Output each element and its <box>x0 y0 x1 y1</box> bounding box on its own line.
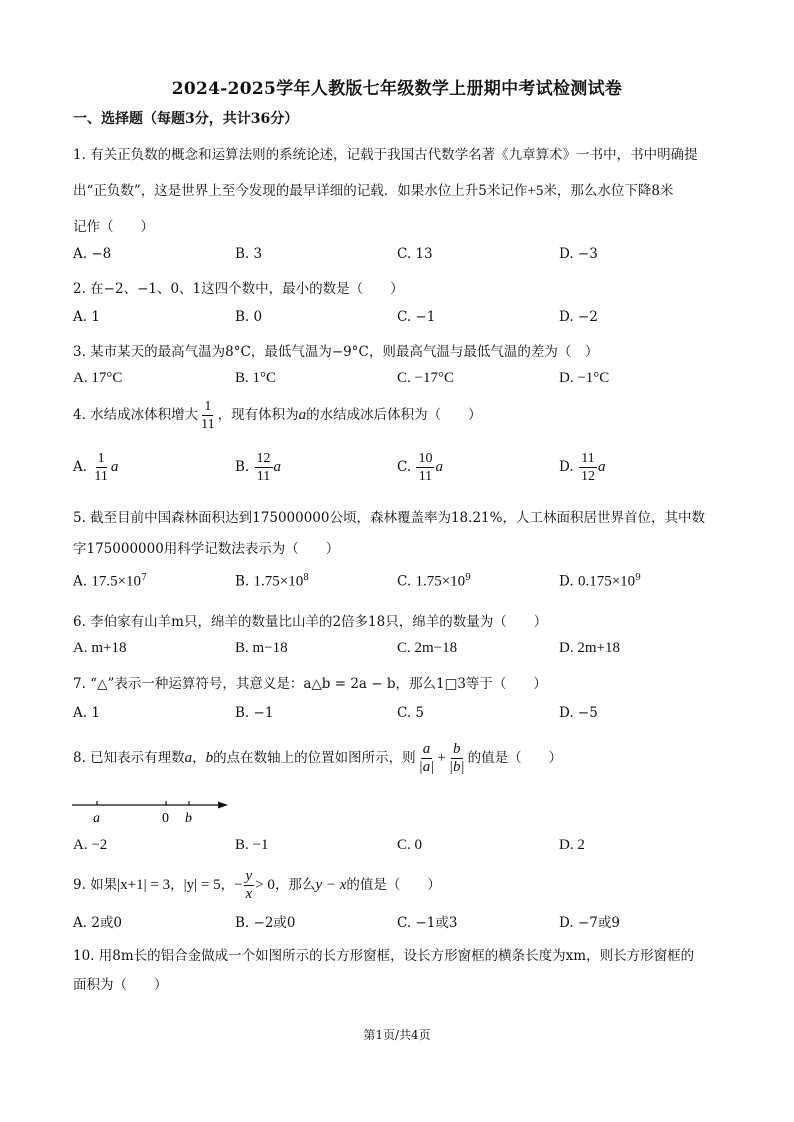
q10-line2: 面积为（ ） <box>73 977 168 993</box>
q1-option-b[interactable]: B. 3 <box>235 246 263 262</box>
q9-option-c[interactable]: C. −1或3 <box>397 915 458 931</box>
exam-title: 2024-2025学年人教版七年级数学上册期中考试检测试卷 <box>171 79 623 99</box>
q8-stem-text2: 的点在数轴上的位置如图所示，则 <box>213 750 416 766</box>
q4-stem-text: 4. 水结成冰体积增大 <box>73 407 199 423</box>
q9-sep: ， <box>220 877 235 893</box>
section-heading: 一、选择题（每题3分，共计36分） <box>73 111 299 127</box>
q5-option-c[interactable] <box>397 573 471 591</box>
option-base: 0.175×10 <box>577 573 636 590</box>
option-fraction <box>579 450 597 485</box>
option-label: B. <box>235 459 250 475</box>
q8-option-b[interactable]: B. −1 <box>235 837 269 853</box>
q1-line1: 1. 有关正负数的概念和运算法则的系统论述，记载于我国古代数学名著《九章算术》一书中，书中明确提 <box>73 147 698 163</box>
q2-option-d[interactable]: D. −2 <box>559 309 598 325</box>
option-exponent: 8 <box>303 573 309 583</box>
q8-stem <box>73 741 723 776</box>
number-line-figure <box>72 796 242 826</box>
option-label: A. <box>73 573 88 590</box>
q1-option-a[interactable]: A. −8 <box>73 246 112 262</box>
q3-option-d[interactable]: D. −1°C <box>559 370 610 386</box>
q2-option-b[interactable]: B. 0 <box>235 309 263 325</box>
fraction-numerator: y <box>245 868 253 884</box>
q1-line2-text: 出“正负数”，这是世界上至今发现的最早详细的记载．如果水位上升5米记作 <box>73 183 528 199</box>
q6-option-d[interactable]: D. 2m+18 <box>559 640 620 656</box>
fraction-numerator: 10 <box>418 451 433 466</box>
option-label: D. <box>559 573 574 590</box>
fraction-numerator: a <box>422 741 431 757</box>
q4-stem <box>73 398 723 433</box>
q2-option-c[interactable]: C. −1 <box>397 309 436 325</box>
option-exponent: 7 <box>141 573 147 583</box>
q9-stem <box>73 868 723 903</box>
q8-fraction-b <box>447 741 467 776</box>
option-var: a <box>597 459 606 475</box>
q9-option-d[interactable]: D. −7或9 <box>559 915 620 931</box>
q4-option-a[interactable] <box>73 450 118 485</box>
q4-stem-text2: ，现有体积为 <box>217 407 299 423</box>
q9-abs-x: |x+1| = 3 <box>117 877 171 893</box>
fraction-denominator: 12 <box>580 469 595 484</box>
q5-option-b[interactable] <box>235 573 309 591</box>
q4-option-d[interactable] <box>559 450 605 485</box>
q4-var-a: a <box>298 407 307 423</box>
option-label: C. <box>397 573 412 590</box>
fraction-denominator: 11 <box>94 469 108 484</box>
option-var: a <box>435 459 443 475</box>
option-label: C. <box>397 459 412 475</box>
q8-stem-text: 8. 已知表示有理数 <box>73 750 185 766</box>
q6-option-c[interactable]: C. 2m−18 <box>397 640 458 656</box>
q7-option-b[interactable]: B. −1 <box>235 705 274 721</box>
q4-option-b[interactable] <box>235 450 281 485</box>
option-var: a <box>273 459 282 475</box>
page-footer: 第1页/共4页 <box>363 1028 431 1042</box>
option-base: 1.75×10 <box>253 573 304 590</box>
q9-sep: ， <box>170 877 184 893</box>
fraction-numerator: b <box>453 741 461 757</box>
q9-stem-text: 9. 如果 <box>73 877 118 893</box>
q6-stem: 6. 李伯家有山羊m只，绵羊的数量比山羊的2倍多18只，绵羊的数量为（ ） <box>73 614 548 630</box>
q3-option-c[interactable]: C. −17°C <box>397 370 454 386</box>
q7-option-c[interactable]: C. 5 <box>397 705 425 721</box>
number-line-arrow-icon <box>218 802 228 809</box>
q4-stem-fraction <box>199 398 216 433</box>
option-fraction <box>416 450 434 485</box>
q9-expr: y − x <box>315 877 347 893</box>
q1-option-d[interactable]: D. −3 <box>559 246 598 262</box>
q2-stem: 2. 在−2、−1、0、1这四个数中，最小的数是（ ） <box>73 281 404 297</box>
q8-fraction-a <box>417 741 437 776</box>
q9-stem-tail: 的值是（ ） <box>346 877 441 893</box>
q3-option-b[interactable]: B. 1°C <box>235 370 277 386</box>
q8-var-a: a <box>184 750 193 766</box>
q7-option-a[interactable]: A. 1 <box>73 705 100 721</box>
option-base: 1.75×10 <box>415 573 466 590</box>
q1-line3: 记作（ ） <box>73 219 154 235</box>
q1-option-c[interactable]: C. 13 <box>397 246 433 262</box>
q5-line2: 字175000000用科学记数法表示为（ ） <box>73 541 340 557</box>
q8-stem-sep: ， <box>192 750 206 766</box>
fraction-denominator: |a| <box>418 759 435 775</box>
q5-line1: 5. 截至目前中国森林面积达到175000000公顷，森林覆盖率为18.21%，人工林面积居世界首位，其中数 <box>73 510 705 526</box>
option-label: B. <box>235 573 250 590</box>
q9-abs-y: |y| = 5 <box>183 877 221 893</box>
axis-label-a: a <box>93 811 100 826</box>
q9-gt-zero: > 0 <box>255 877 275 893</box>
q1-plus5: +5 <box>527 183 544 199</box>
fraction-denominator: x <box>245 886 253 902</box>
q10-line1: 10. 用8m长的铝合金做成一个如图所示的长方形窗框，设长方形窗框的横条长度为xm，则长方形窗框的 <box>73 948 695 964</box>
option-exponent: 9 <box>635 573 641 583</box>
q6-option-a[interactable]: A. m+18 <box>73 640 127 656</box>
q9-minus: − <box>234 877 243 893</box>
q9-stem-text2: ，那么 <box>274 877 316 893</box>
option-fraction <box>92 450 109 485</box>
q3-option-a[interactable]: A. 17°C <box>73 370 123 386</box>
q1-line2 <box>73 179 723 200</box>
fraction-numerator: 1 <box>204 399 212 414</box>
option-fraction <box>255 450 273 485</box>
option-exponent: 9 <box>465 573 471 583</box>
q8-stem-tail: 的值是（ ） <box>467 750 563 766</box>
q1-line2-tail: 米，那么水位下降8米 <box>543 183 674 199</box>
option-var: a <box>110 459 119 475</box>
fraction-denominator: 11 <box>256 469 271 484</box>
q3-stem: 3. 某市某天的最高气温为8°C，最低气温为−9°C，则最高气温与最低气温的差为（ ） <box>73 344 599 360</box>
q7-option-d[interactable]: D. −5 <box>559 705 598 721</box>
q8-plus: + <box>437 750 446 766</box>
q9-option-a[interactable]: A. 2或0 <box>73 915 123 931</box>
q8-option-d[interactable]: D. 2 <box>559 837 585 853</box>
fraction-denominator: 11 <box>418 469 433 484</box>
q9-option-b[interactable]: B. −2或0 <box>235 915 296 931</box>
q8-option-c[interactable]: C. 0 <box>397 837 423 853</box>
axis-label-b: b <box>185 811 192 826</box>
axis-label-zero: 0 <box>162 811 169 826</box>
q4-option-c[interactable] <box>397 450 443 485</box>
q2-option-a[interactable]: A. 1 <box>73 309 100 325</box>
fraction-numerator: 12 <box>256 451 271 466</box>
q7-stem: 7. “△”表示一种运算符号，其意义是：a△b = 2a − b，那么1□3等于（ ） <box>73 676 547 692</box>
option-base: 17.5×10 <box>91 573 142 590</box>
option-label: D. <box>559 459 574 475</box>
fraction-numerator: 11 <box>581 451 595 466</box>
q6-option-b[interactable]: B. m−18 <box>235 640 288 656</box>
fraction-denominator: 11 <box>201 417 215 432</box>
q8-option-a[interactable]: A. −2 <box>73 837 108 853</box>
q8-var-b: b <box>205 750 214 766</box>
q9-fraction <box>244 868 255 903</box>
q5-option-d[interactable] <box>559 573 641 591</box>
q5-option-a[interactable] <box>73 573 147 591</box>
option-label: A. <box>73 459 88 475</box>
q4-stem-tail: 的水结成冰后体积为（ ） <box>306 407 482 423</box>
fraction-denominator: |b| <box>448 759 465 775</box>
fraction-numerator: 1 <box>97 451 105 466</box>
